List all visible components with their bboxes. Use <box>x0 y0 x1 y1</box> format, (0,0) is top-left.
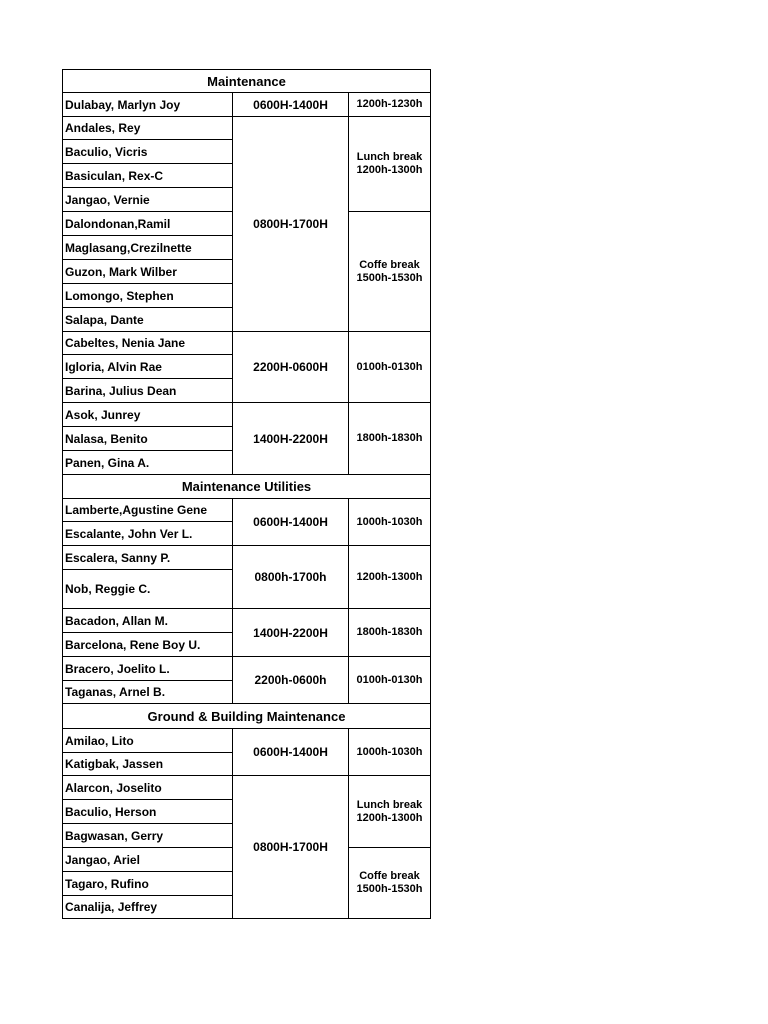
employee-name-cell <box>62 92 233 117</box>
shift-cell <box>232 402 349 475</box>
shift-cell-text: 2200h-0600h <box>254 673 327 687</box>
employee-name-cell-text: Escalera, Sanny P. <box>65 550 171 565</box>
employee-name-cell-text: Baculio, Vicris <box>65 144 148 159</box>
shift-cell <box>232 92 349 117</box>
shift-cell-text: 2200H-0600H <box>253 360 328 374</box>
employee-name-cell-text: Lomongo, Stephen <box>65 288 174 303</box>
employee-name-cell <box>62 354 233 379</box>
break-cell <box>348 402 431 475</box>
employee-name-cell <box>62 680 233 704</box>
employee-name-cell-text: Nob, Reggie C. <box>65 582 151 596</box>
shift-cell-text: 0800H-1700H <box>253 840 328 854</box>
employee-name-cell-text: Canalija, Jeffrey <box>65 900 158 914</box>
shift-cell <box>232 498 349 546</box>
break-cell <box>348 498 431 546</box>
employee-name-cell <box>62 139 233 164</box>
employee-name-cell-text: Barina, Julius Dean <box>65 383 177 398</box>
shift-cell <box>232 331 349 403</box>
section-title <box>62 69 431 93</box>
employee-name-cell-text: Baculio, Herson <box>65 804 157 819</box>
employee-name-cell-text: Salapa, Dante <box>65 312 144 327</box>
employee-name-cell-text: Dalondonan,Ramil <box>65 216 171 231</box>
employee-name-cell <box>62 656 233 681</box>
employee-name-cell-text: Bagwasan, Gerry <box>65 828 164 843</box>
break-cell-text: 0100h-0130h <box>356 673 423 686</box>
shift-cell <box>232 545 349 609</box>
employee-name-cell-text: Barcelona, Rene Boy U. <box>65 637 201 652</box>
break-cell <box>348 656 431 704</box>
employee-name-cell <box>62 632 233 657</box>
break-cell-text: 1800h-1830h <box>356 432 423 444</box>
employee-name-cell <box>62 545 233 570</box>
employee-name-cell <box>62 331 233 355</box>
employee-name-cell <box>62 895 233 919</box>
employee-name-cell-text: Panen, Gina A. <box>65 455 150 470</box>
break-cell <box>348 211 431 332</box>
section-title-text: Ground & Building Maintenance <box>147 708 346 724</box>
employee-name-cell <box>62 847 233 872</box>
employee-name-cell <box>62 799 233 824</box>
break-cell-text: Lunch break 1200h-1300h <box>356 798 423 824</box>
employee-name-cell <box>62 259 233 284</box>
shift-cell-text: 1400H-2200H <box>253 431 328 446</box>
shift-cell-text: 0600H-1400H <box>253 745 328 759</box>
shift-cell-text: 0600H-1400H <box>253 97 328 112</box>
employee-name-cell <box>62 498 233 522</box>
break-cell-text: 1000h-1030h <box>356 515 423 528</box>
shift-cell-text: 0800h-1700h <box>254 570 327 584</box>
employee-name-cell <box>62 450 233 475</box>
employee-name-cell <box>62 235 233 260</box>
section-title <box>62 703 431 729</box>
employee-name-cell <box>62 871 233 896</box>
shift-cell <box>232 116 349 332</box>
employee-name-cell-text: Katigbak, Jassen <box>65 757 164 771</box>
break-cell-text: 1800h-1830h <box>356 626 423 638</box>
section-title <box>62 474 431 499</box>
break-cell-text: Coffe break 1500h-1530h <box>356 870 423 895</box>
break-cell <box>348 92 431 117</box>
break-cell-text: Coffe break 1500h-1530h <box>356 258 423 284</box>
break-cell-text: 1200h-1230h <box>356 98 423 110</box>
break-cell <box>348 847 431 919</box>
employee-name-cell-text: Nalasa, Benito <box>65 431 148 446</box>
shift-cell <box>232 656 349 704</box>
employee-name-cell <box>62 728 233 753</box>
employee-name-cell <box>62 775 233 800</box>
employee-name-cell <box>62 163 233 188</box>
section-title-text: Maintenance <box>207 73 286 89</box>
employee-name-cell-text: Amilao, Lito <box>65 733 134 748</box>
employee-name-cell <box>62 402 233 427</box>
employee-name-cell <box>62 569 233 609</box>
employee-name-cell <box>62 116 233 140</box>
employee-name-cell <box>62 823 233 848</box>
employee-name-cell-text: Maglasang,Crezilnette <box>65 240 192 255</box>
break-cell <box>348 728 431 776</box>
shift-cell-text: 0600H-1400H <box>253 515 328 529</box>
employee-name-cell-text: Jangao, Ariel <box>65 852 140 867</box>
employee-name-cell <box>62 307 233 332</box>
shift-cell-text: 1400H-2200H <box>253 625 328 640</box>
break-cell <box>348 608 431 657</box>
employee-name-cell-text: Jangao, Vernie <box>65 192 150 207</box>
employee-name-cell-text: Tagaro, Rufino <box>65 876 149 891</box>
break-cell-text: 1000h-1030h <box>356 745 423 758</box>
break-cell <box>348 116 431 212</box>
employee-name-cell-text: Dulabay, Marlyn Joy <box>65 97 181 112</box>
employee-name-cell-text: Bracero, Joelito L. <box>65 661 170 676</box>
section-title-text: Maintenance Utilities <box>181 479 312 494</box>
break-cell-text: Lunch break 1200h-1300h <box>356 151 423 176</box>
break-cell <box>348 775 431 848</box>
employee-name-cell-text: Taganas, Arnel B. <box>65 685 166 699</box>
break-cell <box>348 331 431 403</box>
shift-cell <box>232 775 349 919</box>
employee-name-cell-text: Alarcon, Joselito <box>65 780 162 795</box>
break-cell <box>348 545 431 609</box>
employee-name-cell <box>62 283 233 308</box>
shift-cell <box>232 728 349 776</box>
employee-name-cell <box>62 752 233 776</box>
employee-name-cell <box>62 608 233 633</box>
employee-name-cell <box>62 521 233 546</box>
employee-name-cell <box>62 426 233 451</box>
employee-name-cell-text: Lamberte,Agustine Gene <box>65 503 208 517</box>
shift-cell-text: 0800H-1700H <box>253 217 328 231</box>
shift-cell <box>232 608 349 657</box>
employee-name-cell-text: Andales, Rey <box>65 121 141 135</box>
employee-name-cell-text: Asok, Junrey <box>65 407 141 422</box>
employee-name-cell-text: Bacadon, Allan M. <box>65 613 168 628</box>
employee-name-cell <box>62 211 233 236</box>
employee-name-cell <box>62 187 233 212</box>
employee-name-cell <box>62 378 233 403</box>
employee-name-cell-text: Escalante, John Ver L. <box>65 526 193 541</box>
employee-name-cell-text: Basiculan, Rex-C <box>65 168 164 183</box>
employee-name-cell-text: Guzon, Mark Wilber <box>65 264 177 279</box>
employee-name-cell-text: Cabeltes, Nenia Jane <box>65 336 186 350</box>
break-cell-text: 1200h-1300h <box>356 570 423 583</box>
break-cell-text: 0100h-0130h <box>356 360 423 373</box>
employee-name-cell-text: Igloria, Alvin Rae <box>65 359 162 374</box>
